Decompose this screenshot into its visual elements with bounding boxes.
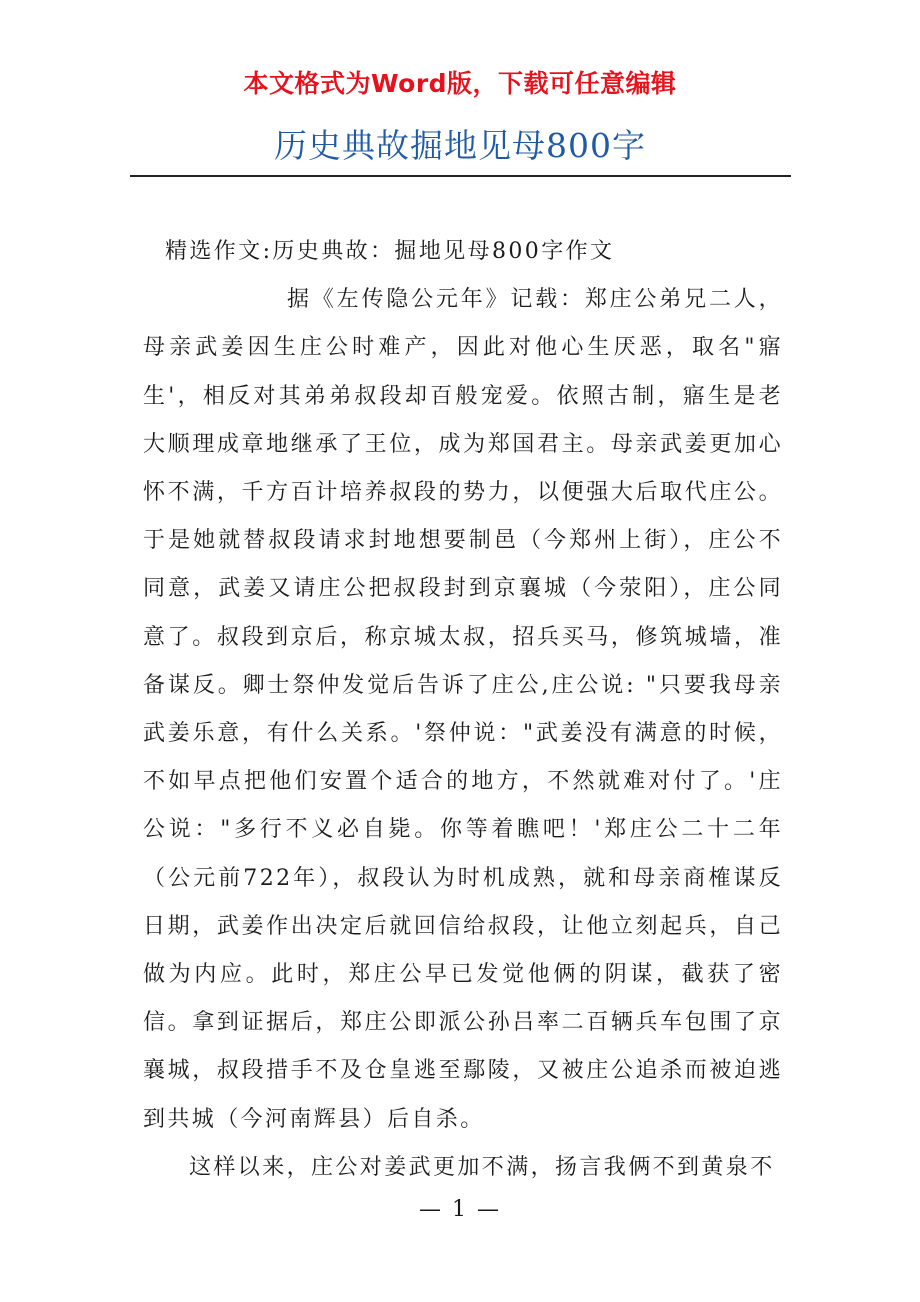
page-number: — 1 —	[419, 1197, 501, 1222]
title-divider	[130, 175, 791, 177]
document-body	[143, 228, 783, 1192]
body-paragraph-2: 这样以来，庄公对姜武更加不满，扬言我俩不到黄泉不	[189, 1154, 775, 1180]
article-subtitle: 精选作文:历史典故：掘地见母800字作文	[165, 239, 615, 264]
body-paragraph-1: 据《左传隐公元年》记载：郑庄公弟兄二人，母亲武姜因生庄公时难产，因此对他心生厌恶，取名"寤生'，相反对其弟弟叔段却百般宠爱。依照古制，寤生是老大顺理成章地继承了王位，成为郑国君主。母亲武姜更加心怀不满，千方百计培养叔段的势力，以便强大后取代庄公。于是她就替叔段请求封地想要制邑（今郑州上街），庄公不同意，武姜又请庄公把叔段封到京襄城（今荥阳），庄公同意了。叔段到京后，称京城太叔，招兵买马，修筑城墙，准备谋反。卿士祭仲发觉后告诉了庄公,庄公说: "只要我母亲武姜乐意，有什么关系。'祭仲说："武姜没有满意的时候，不如早点把他们安置个适合的地方，不然就难对付了。'庄公说："多行不义必自毙。你等着瞧吧！'郑庄公二十二年（公元前722年），叔段认为时机成熟，就和母亲商榷谋反日期，武姜作出决定后就回信给叔段，让他立刻起兵，自己做为内应。此时，郑庄公早已发觉他俩的阴谋，截获了密信。拿到证据后，郑庄公即派公孙吕率二百辆兵车包围了京襄城，叔段措手不及仓皇逃至鄢陵，又被庄公追杀而被迫逃到共城（今河南辉县）后自杀。	[143, 287, 783, 1132]
document-title: 历史典故掘地见母800字	[274, 126, 646, 165]
format-notice-banner: 本文格式为Word版，下载可任意编辑	[243, 69, 677, 98]
